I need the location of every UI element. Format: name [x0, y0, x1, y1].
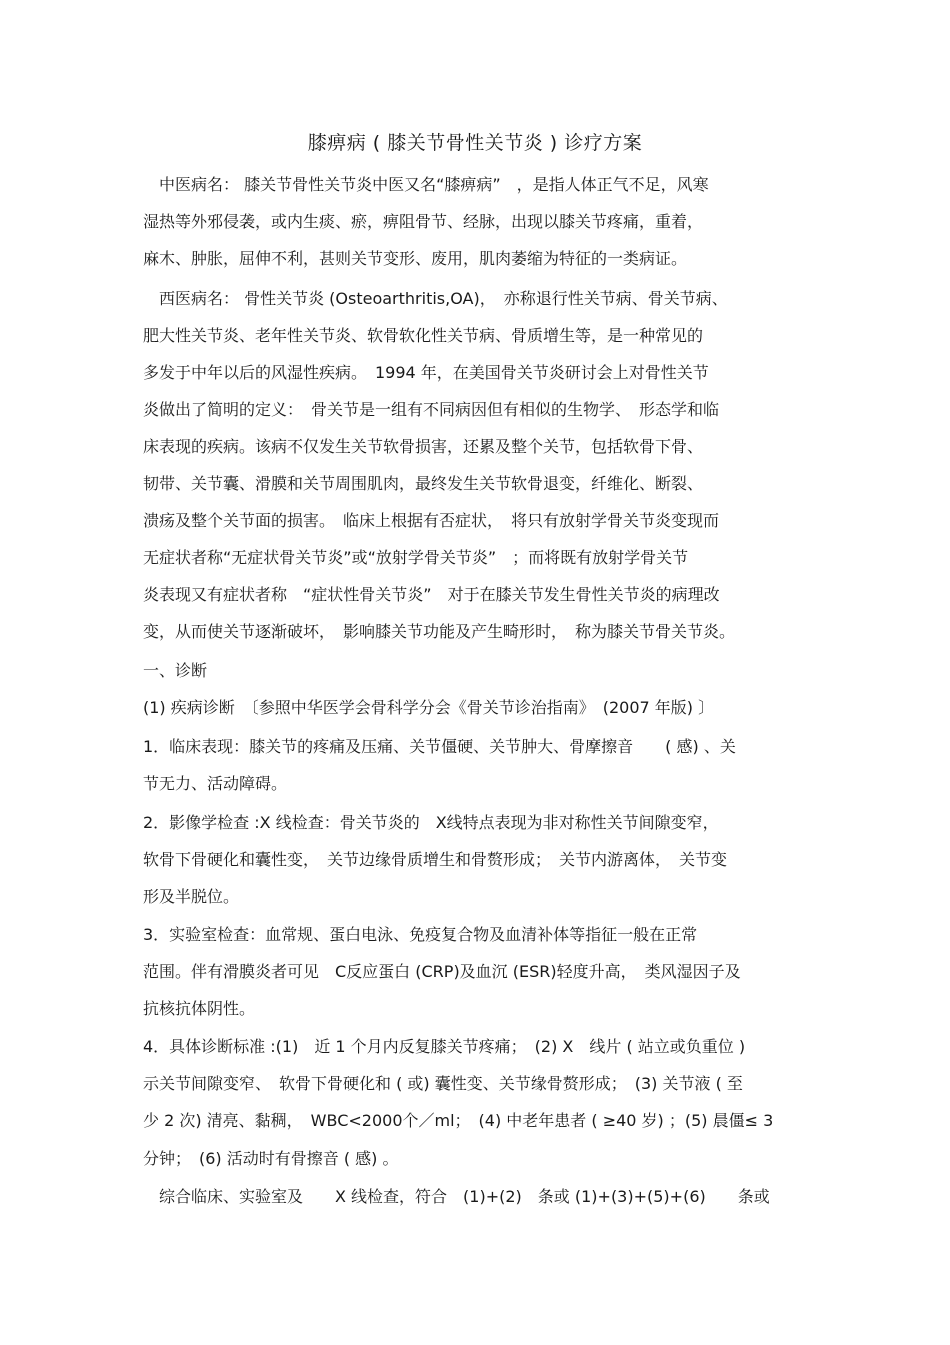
text-line: 示关节间隙变窄、 软骨下骨硬化和 ( 或) 囊性变、关节缘骨赘形成； (3) 关节液 ( 至	[143, 1074, 743, 1093]
text-line: 无症状者称“无症状骨关节炎”或“放射学骨关节炎” ；而将既有放射学骨关节	[143, 548, 689, 567]
text-line: 西医病名： 骨性关节炎 (Osteoarthritis,OA)， 亦称退行性关节病、骨关节病、	[143, 289, 728, 308]
text-line: 中医病名： 膝关节骨性关节炎中医又名“膝痹病” ，是指人体正气不足，风寒	[143, 175, 709, 194]
text-line: 炎表现又有症状者称 “症状性骨关节炎” 对于在膝关节发生骨性关节炎的病理改	[143, 585, 720, 604]
text-line: 少 2 次) 清亮、黏稠， WBC<2000个／ml； (4) 中老年患者 ( ≥40 岁) ；(5) 晨僵≤ 3	[143, 1111, 774, 1130]
text-line: 麻木、肿胀，屈伸不利，甚则关节变形、废用，肌肉萎缩为特征的一类病证。	[143, 249, 688, 268]
text-line: 溃疡及整个关节面的损害。 临床上根据有否症状， 将只有放射学骨关节炎变现而	[143, 511, 720, 530]
text-line: 床表现的疾病。该病不仅发生关节软骨损害，还累及整个关节，包括软骨下骨、	[143, 437, 704, 456]
text-line: 节无力、活动障碍。	[143, 774, 288, 793]
section-heading: 一、诊断	[143, 661, 208, 680]
text-line: 韧带、关节囊、滑膜和关节周围肌肉，最终发生关节软骨退变，纤维化、断裂、	[143, 474, 704, 493]
text-line: 1．临床表现：膝关节的疼痛及压痛、关节僵硬、关节肿大、骨摩擦音 ( 感) 、关	[143, 737, 736, 756]
text-line: 综合临床、实验室及 X 线检查，符合 (1)+(2) 条或 (1)+(3)+(5)+(6) 条或	[143, 1187, 770, 1206]
text-line: 4．具体诊断标准 :(1) 近 1 个月内反复膝关节疼痛； (2) X 线片 ( 站立或负重位 )	[143, 1037, 746, 1056]
text-line: 多发于中年以后的风湿性疾病。 1994 年，在美国骨关节炎研讨会上对骨性关节	[143, 363, 709, 382]
text-line: (1) 疾病诊断 〔参照中华医学会骨科学分会《骨关节诊治指南》 (2007 年版) 〕	[143, 698, 715, 717]
text-line: 软骨下骨硬化和囊性变， 关节边缘骨质增生和骨赘形成； 关节内游离体， 关节变	[143, 850, 728, 869]
text-line: 炎做出了简明的定义： 骨关节是一组有不同病因但有相似的生物学、 形态学和临	[143, 400, 720, 419]
document-title: 膝痹病 ( 膝关节骨性关节炎 ) 诊疗方案	[307, 132, 643, 154]
text-line: 肥大性关节炎、老年性关节炎、软骨软化性关节病、骨质增生等，是一种常见的	[143, 326, 704, 345]
text-line: 形及半脱位。	[143, 887, 240, 906]
text-line: 3．实验室检查：血常规、蛋白电泳、免疫复合物及血清补体等指征一般在正常	[143, 925, 698, 944]
text-line: 分钟； (6) 活动时有骨擦音 ( 感) 。	[143, 1149, 399, 1168]
text-line: 抗核抗体阴性。	[143, 999, 256, 1018]
text-line: 变，从而使关节逐渐破坏， 影响膝关节功能及产生畸形时， 称为膝关节骨关节炎。	[143, 622, 736, 641]
text-line: 2．影像学检查 :X 线检查：骨关节炎的 X线特点表现为非对称性关节间隙变窄，	[143, 813, 719, 832]
text-line: 范围。伴有滑膜炎者可见 C反应蛋白 (CRP)及血沉 (ESR)轻度升高， 类风湿因子及	[143, 962, 741, 981]
text-line: 湿热等外邪侵袭，或内生痰、瘀，痹阻骨节、经脉，出现以膝关节疼痛，重着，	[143, 212, 704, 231]
